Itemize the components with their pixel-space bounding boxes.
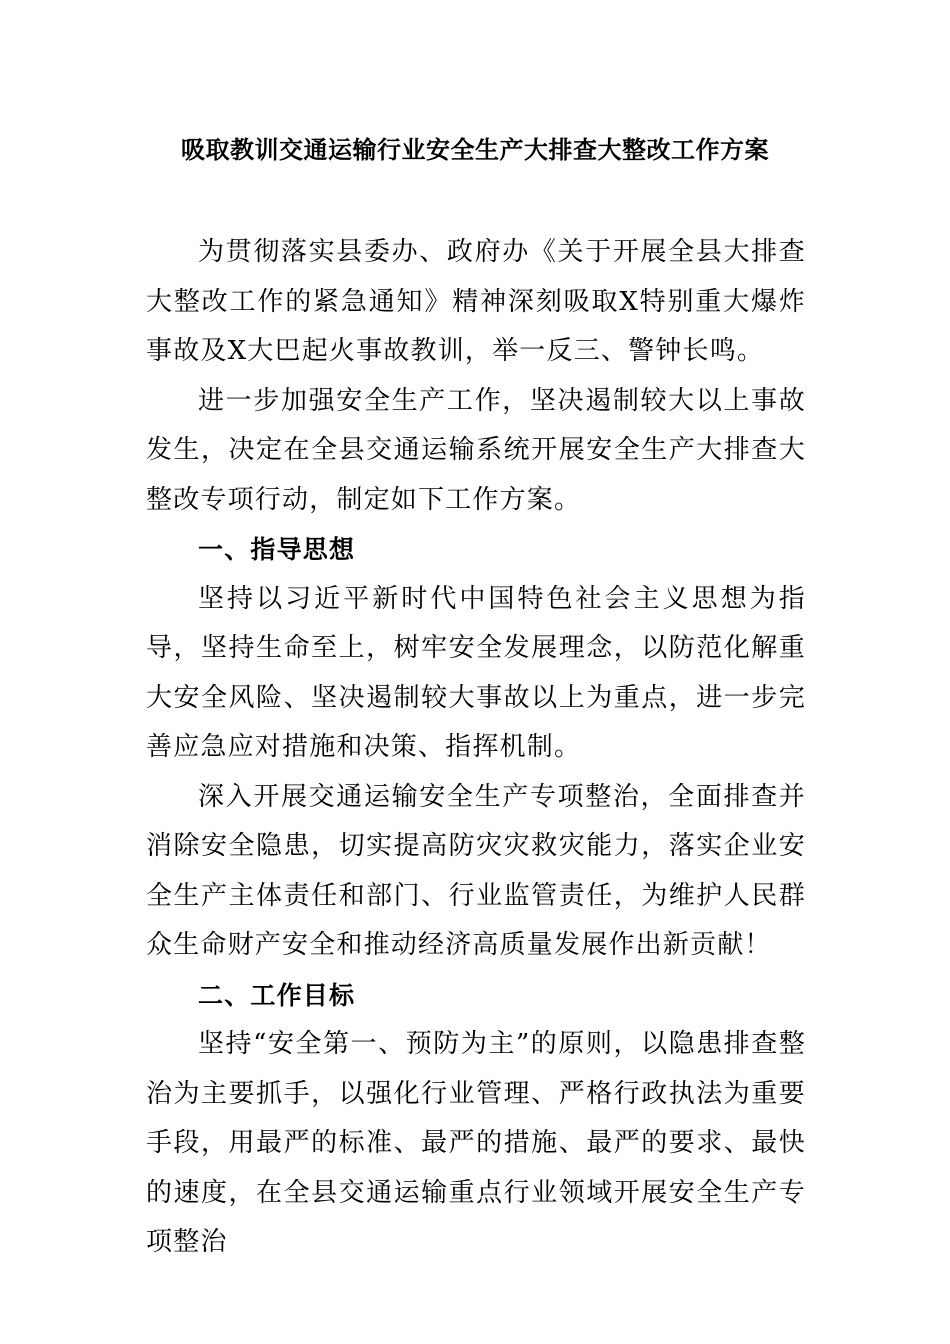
document-body <box>146 228 806 1268</box>
document-title: 吸取教训交通运输行业安全生产大排查大整改工作方案 <box>181 136 769 164</box>
section1-paragraph-1: 坚持以习近平新时代中国特色社会主义思想为指导，坚持生命至上，树牢安全发展理念，以防范化解重大安全风险、坚决遏制较大事故以上为重点，进一步完善应急应对措施和决策、指挥机制。 <box>146 583 806 762</box>
section1-paragraph-2: 深入开展交通运输安全生产专项整治，全面排查并消除安全隐患，切实提高防灾灾救灾能力，落实企业安全生产主体责任和部门、行业监管责任，为维护人民群众生命财产安全和推动经济高质量发展作出新贡献！ <box>146 781 806 960</box>
section-heading-guiding-thought: 一、指导思想 <box>198 535 356 564</box>
intro-paragraph-1: 为贯彻落实县委办、政府办《关于开展全县大排查大整改工作的紧急通知》精神深刻吸取X特别重大爆炸事故及X大巴起火事故教训，举一反三、警钟长鸣。 <box>146 237 806 366</box>
section-heading-work-goals: 二、工作目标 <box>198 980 356 1010</box>
section2-paragraph-1: 坚持“安全第一、预防为主”的原则，以隐患排查整治为主要抓手，以强化行业管理、严格行政执法为重要手段，用最严的标准、最严的措施、最严的要求、最快的速度，在全县交通运输重点行业领域开展安全生产专项整治 <box>146 1029 806 1257</box>
intro-paragraph-2: 进一步加强安全生产工作，坚决遏制较大以上事故发生，决定在全县交通运输系统开展安全生产大排查大整改专项行动，制定如下工作方案。 <box>146 385 806 515</box>
